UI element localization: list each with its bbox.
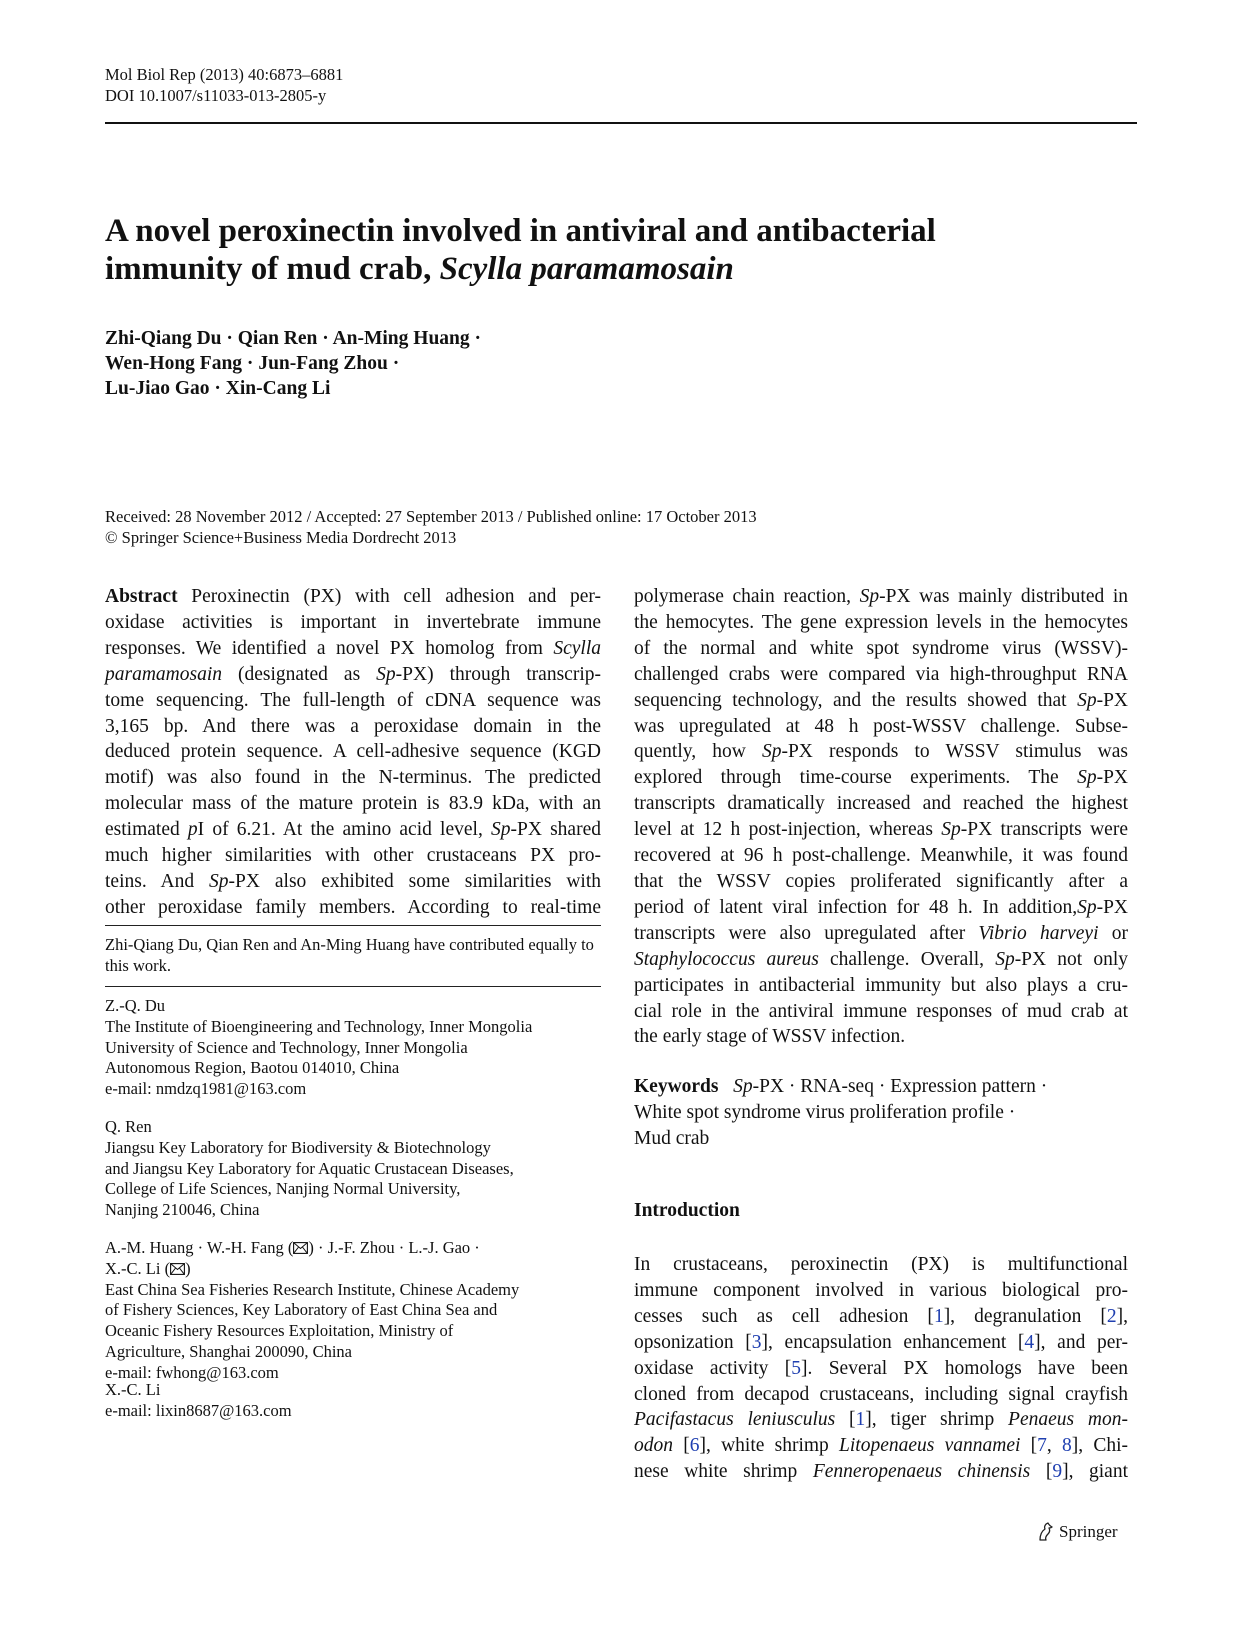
italic-term: Sp [859,586,880,607]
text-run: -PX [1096,896,1128,918]
italic-term: Sp [1077,767,1097,789]
text-line [634,895,1128,921]
paper-title [105,212,1137,288]
text-run: ]. Several PX homologs have been [800,1357,1129,1379]
italic-term: Pacifastacus leniusculus [634,1409,836,1431]
text-line [634,1278,1128,1304]
text-run: transcripts dramatically increased and reached the highest [634,793,1128,815]
text-line [634,817,1128,843]
author-list [105,326,481,401]
reference-link[interactable]: 4 [1024,1331,1035,1353]
history-dates: Received: 28 November 2012 / Accepted: 27 September 2013 / Published online: 17 October 2013 [105,507,757,526]
text-line [634,662,1128,688]
text-line [105,869,601,895]
abstract-right-lines [634,584,1128,1050]
italic-term: Sp [209,870,229,892]
text-run: molecular mass of the mature protein is 83.9 kDa, with an [105,793,601,815]
text-run: deduced protein sequence. A cell-adhesive sequence (KGD [105,741,601,763]
text-run: -PX was mainly distributed in [879,586,1129,607]
text-run: teins. And [105,870,210,892]
text-run: [ [673,1435,690,1457]
text-run: ], [1116,1305,1128,1327]
text-run: -PX) through transcrip- [395,663,601,685]
text-line [105,662,601,688]
italic-term: Sp [733,1076,753,1097]
text-run: [ [1020,1435,1038,1457]
text-line [105,765,601,791]
keywords-heading: Keywords [634,1076,719,1097]
reference-link[interactable]: 1 [933,1305,944,1327]
text-line [105,610,601,636]
text-run: In crustaceans, peroxinectin (PX) is multifunctional [634,1254,1128,1275]
text-line [634,636,1128,662]
italic-term: Sp [1077,689,1097,711]
text-run: participates in antibacterial immunity but also plays a cru- [634,974,1128,996]
text-line [105,817,601,843]
text-line [105,584,601,610]
abstract-left-lines [105,584,601,921]
text-run: ], giant [1062,1461,1129,1483]
authors-line-3: Lu-Jiao Gao · Xin-Cang Li [105,378,331,399]
italic-term: Scylla [553,637,601,659]
text-run: cesses such as cell adhesion [ [634,1305,934,1327]
text-line [634,1356,1128,1382]
text-run: , [1046,1435,1062,1457]
text-run: other peroxidase family members. According to real-time [105,896,601,918]
text-line [634,584,1128,610]
keywords [634,1074,1128,1152]
italic-term: Sp [1077,896,1097,918]
text-line [634,1382,1128,1408]
text-run: ], encapsulation enhancement [ [761,1331,1025,1353]
text-run: ], tiger shrimp [865,1409,1009,1431]
text-run: motif) was also found in the N-terminus. The predicted [105,767,601,789]
text-run: challenged crabs were compared via high-throughput RNA [634,663,1128,685]
text-line [634,1024,1128,1050]
text-run: estimated [105,819,188,841]
text-line [634,973,1128,999]
text-run: that the WSSV copies proliferated significantly after a [634,870,1128,892]
reference-link[interactable]: 8 [1062,1435,1072,1457]
text-run: ], degranulation [ [943,1305,1107,1327]
email-link[interactable]: e-mail: lixin8687@163.com [105,1400,292,1420]
text-line [634,1433,1128,1459]
affiliation-line: Jiangsu Key Laboratory for Biodiversity & Biotechnology [105,1137,491,1157]
affiliation-du [105,996,601,1100]
reference-link[interactable]: 2 [1106,1305,1117,1327]
text-run: nese white shrimp [634,1461,813,1483]
text-line [634,688,1128,714]
text-line [105,636,601,662]
italic-term: Vibrio harveyi [978,922,1099,944]
text-line [634,610,1128,636]
italic-term: p [187,819,198,841]
text-run: tome sequencing. The full-length of cDNA sequence was [105,689,601,711]
text-run: the hemocytes. The gene expression levels in the hemocytes [634,611,1128,633]
italic-term: Sp [941,819,961,841]
affiliation-line: The Institute of Bioengineering and Technology, Inner Mongolia [105,1016,533,1036]
text-run: polymerase chain reaction, [634,586,860,607]
doi: DOI 10.1007/s11033-013-2805-y [105,86,327,105]
text-run: quently, how [634,741,762,763]
text-line [634,791,1128,817]
abstract-right-column [634,584,1128,1050]
text-run: 3,165 bp. And there was a peroxidase domain in the [105,715,601,737]
affiliation-line: East China Sea Fisheries Research Institute, Chinese Academy [105,1279,520,1299]
text-line [634,1459,1128,1485]
keywords-line-2: White spot syndrome virus proliferation profile · [634,1101,1016,1123]
authors-line-1: Zhi-Qiang Du · Qian Ren · An-Ming Huang · [105,328,482,349]
text-run: ], and per- [1034,1331,1128,1353]
affiliation-line: and Jiangsu Key Laboratory for Aquatic Crustacean Diseases, [105,1158,514,1178]
contribution-note: Zhi-Qiang Du, Qian Ren and An-Ming Huang have contributed equally to this work. [105,935,594,975]
text-line [105,791,601,817]
text-run: period of latent viral infection for 48 h. In addition, [634,896,1078,918]
affiliation-ren [105,1117,601,1221]
title-line-2: immunity of mud crab, Scylla paramamosain [105,251,734,287]
text-run: level at 12 h post-injection, whereas [634,819,942,841]
reference-link[interactable]: 7 [1037,1435,1047,1457]
abstract-left-column [105,584,601,921]
authors-line-2: Wen-Hong Fang · Jun-Fang Zhou · [105,353,400,374]
footnote-rule [105,925,601,926]
text-run: of the normal and white spot syndrome virus (WSSV)- [634,637,1128,659]
italic-term: Litopenaeus vannamei [839,1435,1021,1457]
text-run: I of 6.21. At the amino acid level, [197,819,491,841]
journal-citation: Mol Biol Rep (2013) 40:6873–6881 [105,65,344,84]
text-run: recovered at 96 h post-challenge. Meanwhile, it was found [634,845,1128,867]
abstract-heading: Abstract [105,586,178,607]
text-run: oxidase activity [ [634,1357,792,1379]
text-run: -PX also exhibited some similarities with [228,870,601,892]
reference-link[interactable]: 9 [1052,1461,1063,1483]
text-run: was upregulated at 48 h post-WSSV challenge. Subse- [634,715,1128,737]
text-run: explored through time-course experiments. The [634,767,1078,789]
text-run: -PX · RNA-seq · Expression pattern · [752,1076,1048,1097]
text-line [634,1407,1128,1433]
journal-header [105,64,343,106]
publication-dates [105,506,757,548]
text-line [634,1304,1128,1330]
text-run: transcripts were also upregulated after [634,922,979,944]
text-run: -PX [1096,689,1128,711]
text-line [634,739,1128,765]
introduction-lines [634,1252,1128,1485]
italic-term: Penaeus mon- [1008,1409,1128,1431]
text-run: -PX transcripts were [960,819,1128,841]
text-line [634,1252,1128,1278]
email-link[interactable]: e-mail: fwhong@163.com [105,1362,279,1382]
affiliation-li [105,1380,601,1422]
affiliation-line: of Fishery Sciences, Key Laboratory of East China Sea and [105,1300,498,1320]
italic-term: Sp [995,948,1015,970]
introduction-body [634,1252,1128,1485]
italic-term: Sp [376,663,396,685]
text-run: cial role in the antiviral immune responses of mud crab at [634,1000,1128,1022]
text-run: immune component involved in various biological pro- [634,1279,1128,1301]
text-line [634,714,1128,740]
italic-term: odon [634,1435,673,1457]
italic-term: Sp [491,819,511,841]
text-run: [ [1030,1461,1053,1483]
publisher-footer [1037,1522,1118,1542]
affiliation-line: Autonomous Region, Baotou 014010, China [105,1058,400,1078]
italic-term: Fenneropenaeus chinensis [812,1461,1031,1483]
title-line-1: A novel peroxinectin involved in antiviral and antibacterial [105,213,936,249]
text-run: opsonization [ [634,1331,752,1353]
keywords-line-1 [634,1074,1128,1100]
text-run: challenge. Overall, [818,948,996,970]
reference-link[interactable]: 3 [751,1331,762,1353]
italic-term: Staphylococcus aureus [634,948,819,970]
header-rule [105,122,1137,124]
reference-link[interactable]: 1 [855,1409,866,1431]
text-line [105,714,601,740]
italic-term: paramamosain [105,663,223,685]
text-run: Peroxinectin (PX) with cell adhesion and per- [177,586,601,607]
text-line [634,947,1128,973]
springer-horse-icon [1037,1522,1055,1542]
text-line [634,1330,1128,1356]
text-run: -PX [1096,767,1128,789]
text-line [634,921,1128,947]
text-line [105,843,601,869]
affiliation-huang [105,1238,601,1384]
text-run: much higher similarities with other crustaceans PX pro- [105,845,601,867]
text-line [105,688,601,714]
text-run: [ [835,1409,856,1431]
text-run: oxidase activities is important in invertebrate immune [105,611,601,633]
affiliation-name: A.-M. Huang · W.-H. Fang ( ) · J.-F. Zhou · L.-J. Gao · [105,1238,480,1257]
text-run: ], white shrimp [699,1435,840,1457]
text-line [634,843,1128,869]
text-run: responses. We identified a novel PX homolog from [105,637,554,659]
affiliation-name: X.-C. Li [105,1380,161,1399]
text-run: (designated as [222,663,377,685]
envelope-icon [170,1263,185,1275]
reference-link[interactable]: 6 [689,1435,700,1457]
affiliation-line: College of Life Sciences, Nanjing Normal University, [105,1179,461,1199]
introduction-heading: Introduction [634,1200,740,1221]
envelope-icon [293,1242,308,1254]
text-run: or [1098,922,1128,944]
text-line [634,765,1128,791]
text-run: cloned from decapod crustaceans, including signal crayfish [634,1383,1128,1405]
species-name: Scylla paramamosain [439,251,734,287]
affiliation-name: X.-C. Li ( ) [105,1258,191,1278]
keywords-line-3: Mud crab [634,1127,710,1149]
affiliation-name: Q. Ren [105,1117,152,1136]
reference-link[interactable]: 5 [791,1357,801,1379]
keywords-terms [733,1076,1047,1097]
publisher-name: Springer [1059,1522,1118,1541]
text-run: -PX responds to WSSV stimulus was [781,741,1128,763]
affiliation-line: Agriculture, Shanghai 200090, China [105,1341,353,1361]
affiliation-line: University of Science and Technology, Inner Mongolia [105,1037,468,1057]
text-run: -PX shared [510,819,601,841]
italic-term: Sp [761,741,782,763]
affiliation-line: Nanjing 210046, China [105,1200,260,1220]
text-run: sequencing technology, and the results showed that [634,689,1078,711]
text-run: -PX not only [1014,948,1128,970]
text-line [634,869,1128,895]
text-line [105,895,601,921]
affiliation-rule [105,986,601,987]
copyright: © Springer Science+Business Media Dordrecht 2013 [105,528,457,547]
text-run: ], Chi- [1071,1435,1129,1457]
email-link[interactable]: e-mail: nmdzq1981@163.com [105,1079,307,1099]
affiliation-name: Z.-Q. Du [105,996,166,1015]
text-run: the early stage of WSSV infection. [634,1026,906,1048]
text-line [634,999,1128,1025]
affiliation-line: Oceanic Fishery Resources Exploitation, Ministry of [105,1321,454,1341]
text-line [105,739,601,765]
